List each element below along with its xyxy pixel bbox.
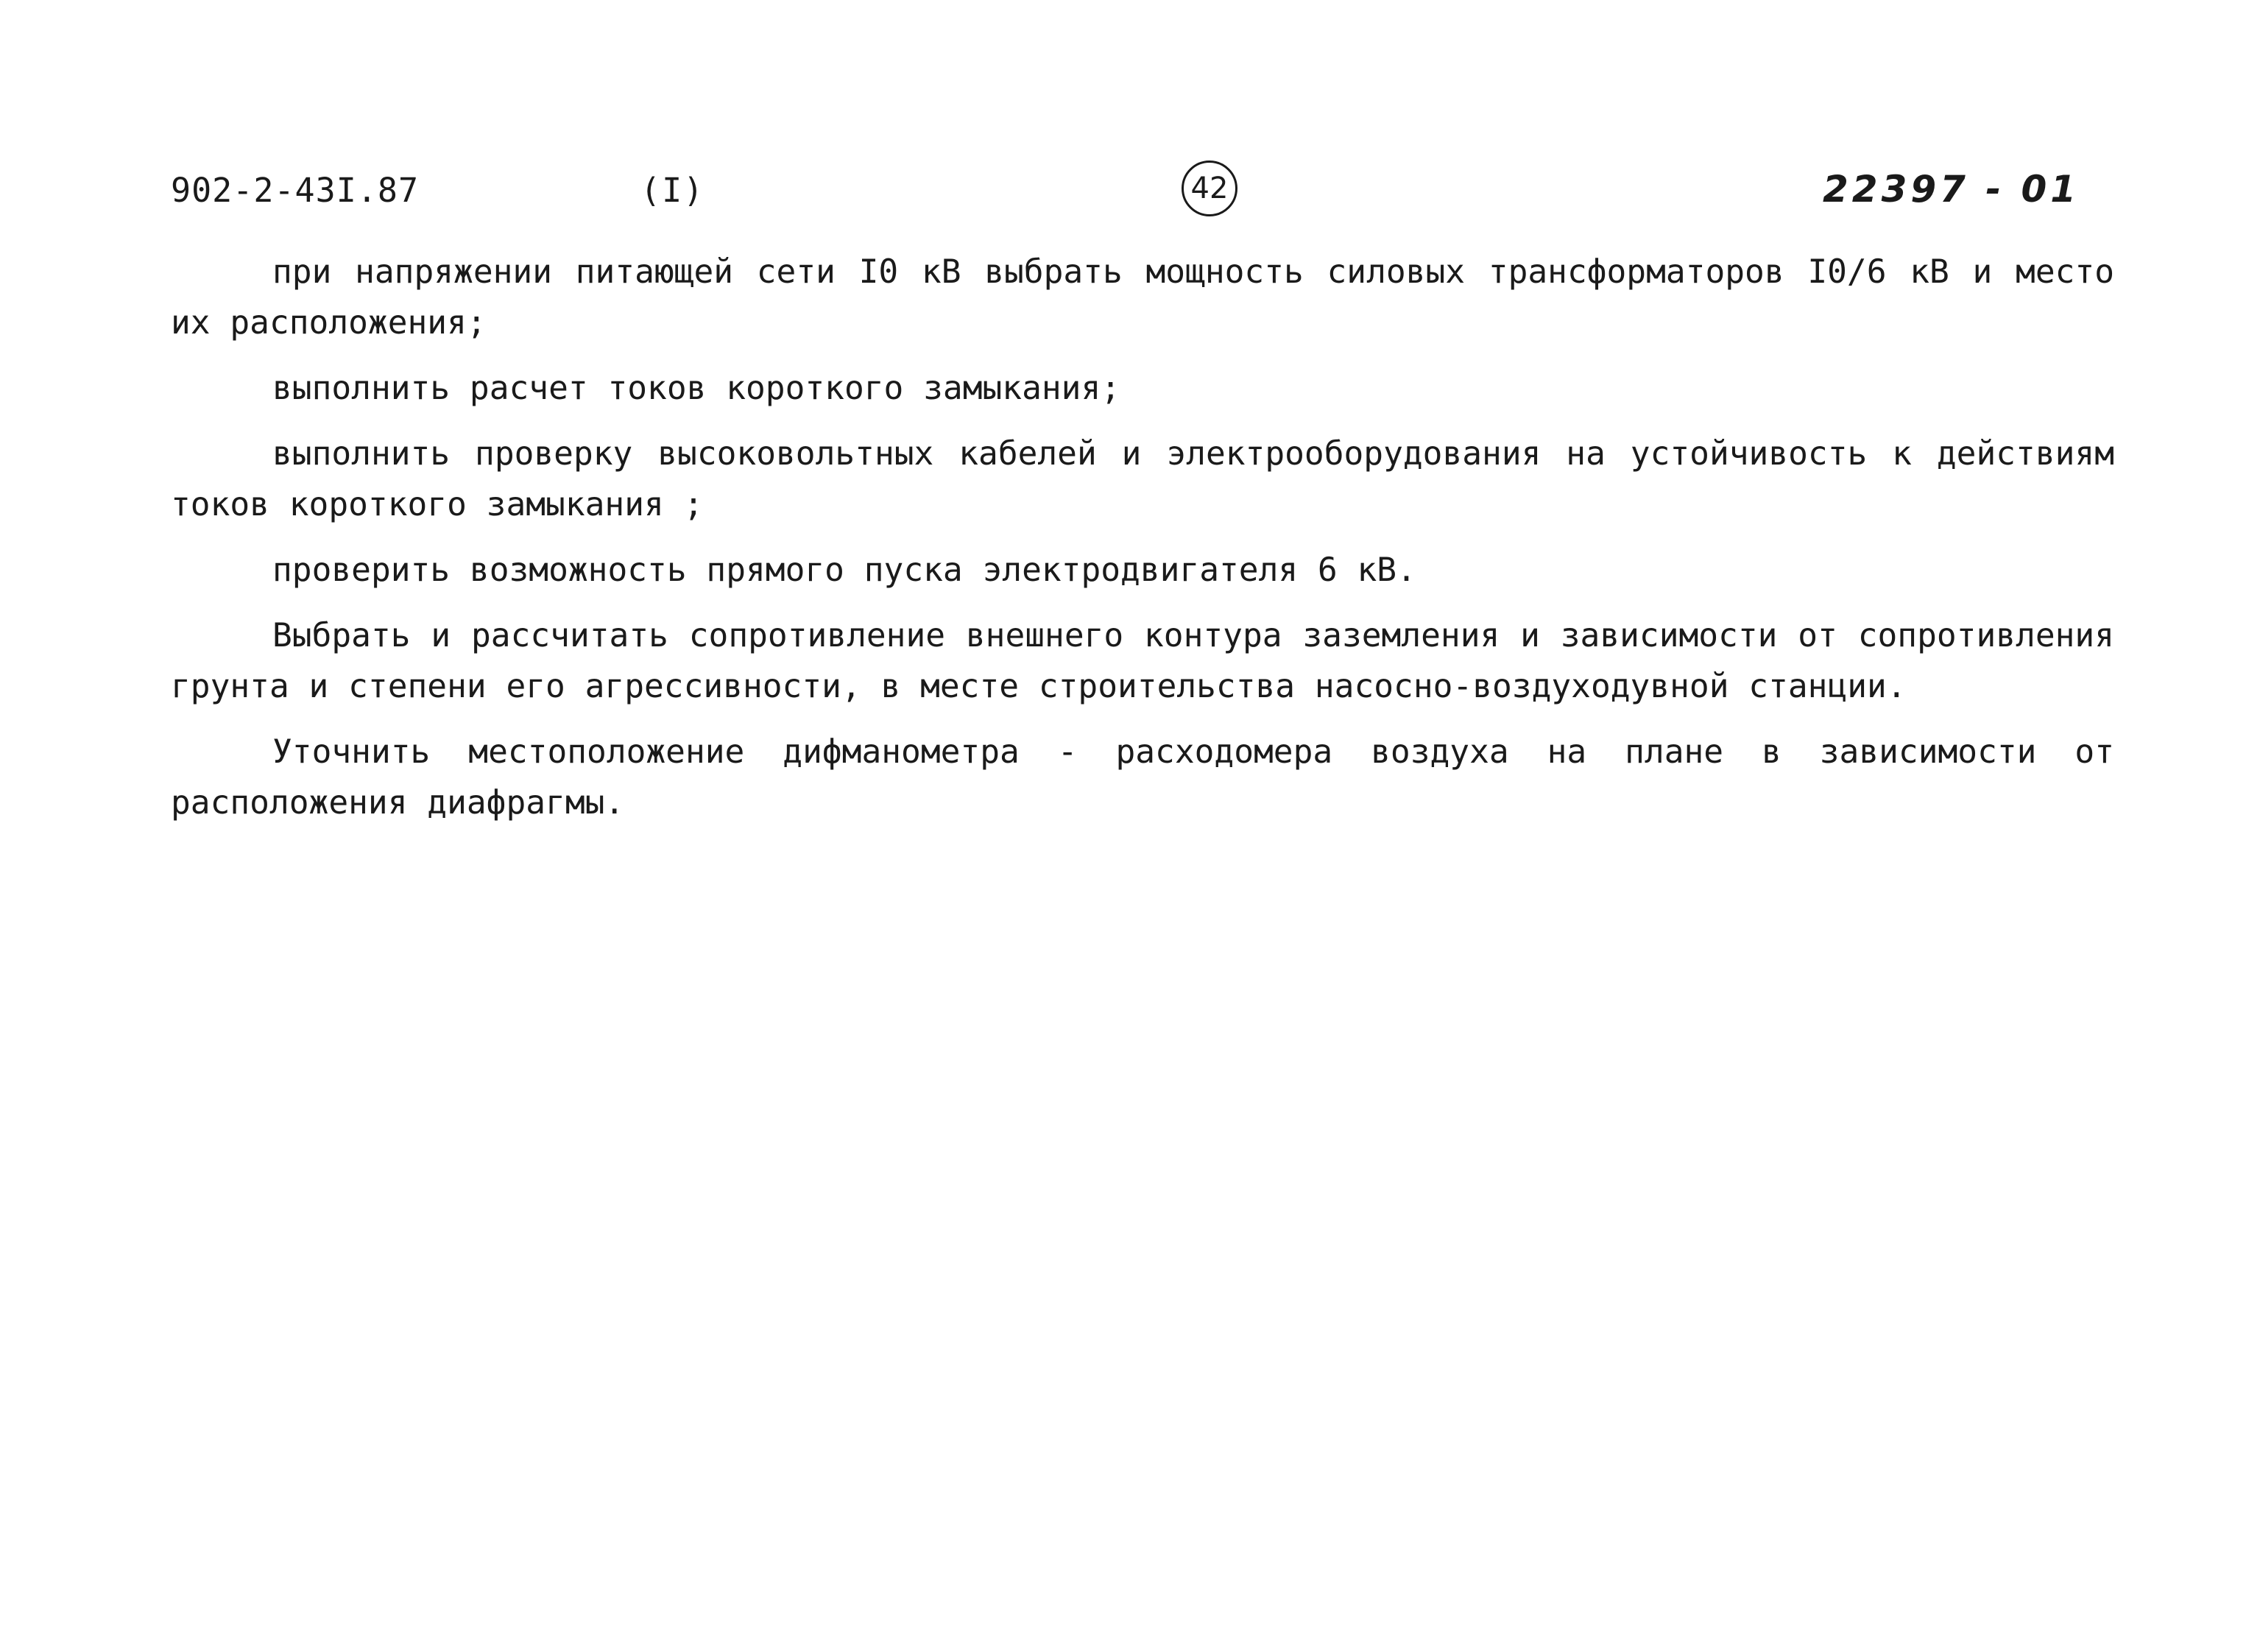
- document-body: [171, 247, 2114, 843]
- paragraph: Уточнить местоположение дифманометра - расходомера воздуха на плане в зависимости от расположения диафрагмы.: [171, 733, 2114, 822]
- paragraph: выполнить расчет токов короткого замыкания;: [272, 370, 1121, 407]
- paragraph: проверить возможность прямого пуска электродвигателя 6 кВ.: [272, 551, 1416, 589]
- sheet-number-handwritten: 22397 - 01: [1823, 168, 2080, 211]
- paragraph: выполнить проверку высоковольтных кабелей и электрооборудования на устойчивость к действиям токов короткого замыкания ;: [171, 435, 2114, 523]
- document-code: 902-2-43I.87: [171, 171, 420, 210]
- paragraph: при напряжении питающей сети I0 кВ выбрать мощность силовых трансформаторов I0/6 кВ и место их расположения;: [171, 253, 2114, 342]
- page-number-circled: 42: [1182, 160, 1237, 216]
- paragraph: Выбрать и рассчитать сопротивление внешнего контура заземления и зависимости от сопротивления грунта и степени его агрессивности, в месте строительства насосно-воздуходувной станции.: [171, 617, 2114, 705]
- volume-number: (I): [640, 171, 705, 210]
- page-header: [0, 160, 2260, 227]
